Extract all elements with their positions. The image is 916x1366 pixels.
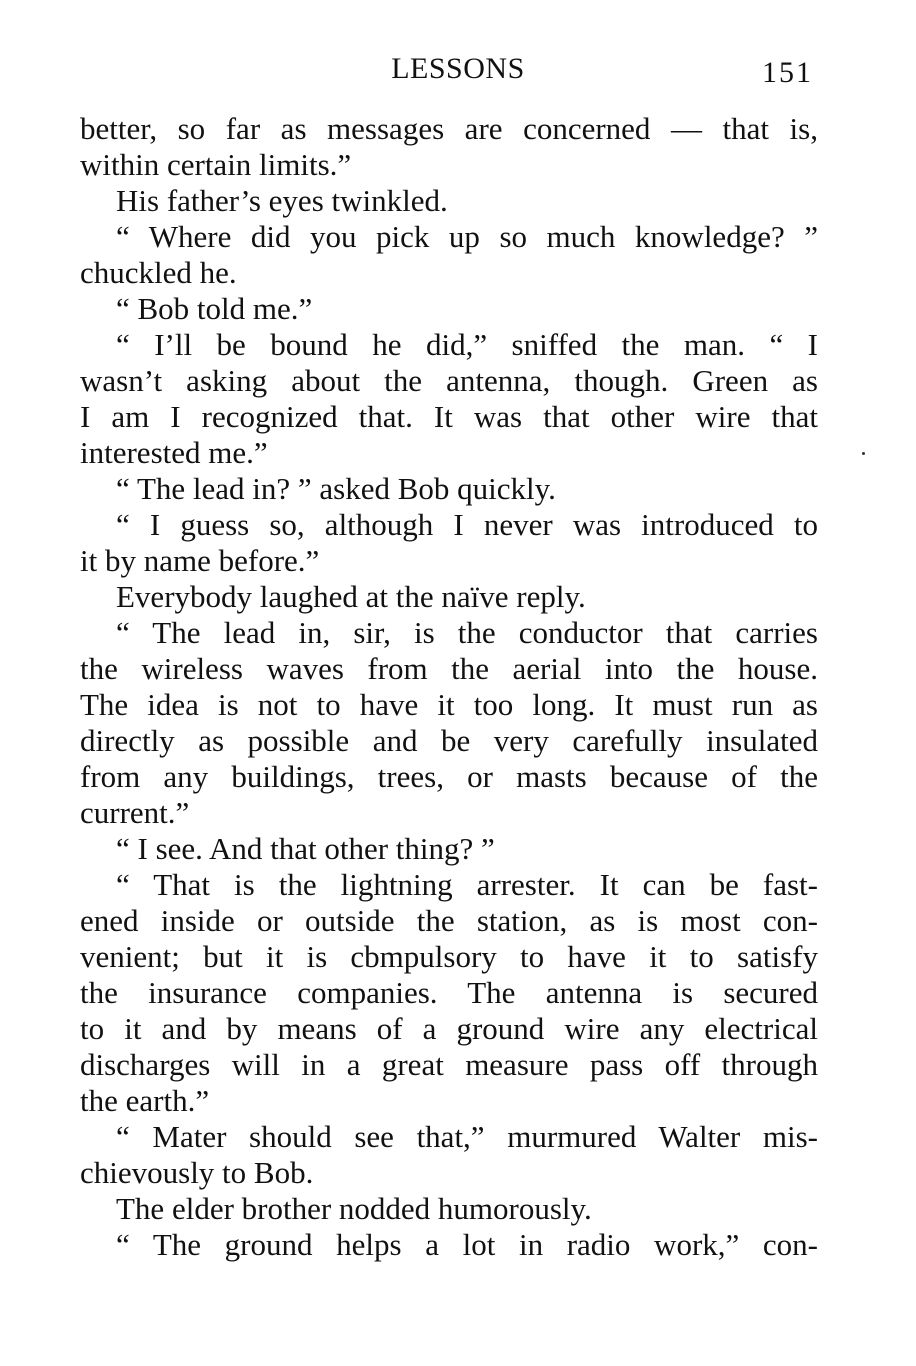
text-line: “ That is the lightning arrester. It can be fast- — [116, 867, 818, 902]
text-line: within certain limits.” — [80, 147, 352, 182]
text-line: current.” — [80, 795, 190, 830]
text-line: directly as possible and be very carefully insulated — [80, 723, 818, 758]
text-line: the insurance companies. The antenna is secured — [80, 975, 818, 1010]
text-line: from any buildings, trees, or masts because of the — [80, 759, 818, 794]
body-text — [80, 111, 818, 1263]
text-line: venient; but it is cbmpulsory to have it to satisfy — [80, 939, 818, 974]
running-head — [0, 52, 916, 92]
text-line: the wireless waves from the aerial into the house. — [80, 651, 818, 686]
text-line: “ Bob told me.” — [116, 291, 313, 326]
text-line: The idea is not to have it too long. It must run as — [80, 687, 818, 722]
text-line: “ I guess so, although I never was introduced to — [116, 507, 818, 542]
text-line: ened inside or outside the station, as is most con- — [80, 903, 818, 938]
text-line: “ I see. And that other thing? ” — [116, 831, 495, 866]
text-line: “ The lead in? ” asked Bob quickly. — [116, 471, 556, 506]
text-line: “ I’ll be bound he did,” sniffed the man. “ I — [116, 327, 818, 362]
text-line: “ Mater should see that,” murmured Walter mis- — [116, 1119, 818, 1154]
text-line: discharges will in a great measure pass off through — [80, 1047, 818, 1082]
text-line: The elder brother nodded humorously. — [116, 1191, 592, 1226]
text-line: “ The ground helps a lot in radio work,” con- — [116, 1227, 818, 1262]
text-line: it by name before.” — [80, 543, 320, 578]
text-line: chuckled he. — [80, 255, 237, 290]
text-line: Everybody laughed at the naïve reply. — [116, 579, 586, 614]
text-line: “ Where did you pick up so much knowledge? ” — [116, 219, 818, 254]
text-line: better, so far as messages are concerned — that is, — [80, 111, 818, 146]
margin-speck — [862, 452, 865, 455]
text-line: the earth.” — [80, 1083, 210, 1118]
text-line: I am I recognized that. It was that other wire that — [80, 399, 818, 434]
text-line: His father’s eyes twinkled. — [116, 183, 448, 218]
page-number: 151 — [762, 56, 813, 89]
text-line: chievously to Bob. — [80, 1155, 314, 1190]
chapter-title: LESSONS — [391, 52, 525, 85]
text-line: “ The lead in, sir, is the conductor that carries — [116, 615, 818, 650]
text-line: interested me.” — [80, 435, 268, 470]
text-line: to it and by means of a ground wire any electrical — [80, 1011, 818, 1046]
text-line: wasn’t asking about the antenna, though. Green as — [80, 363, 818, 398]
